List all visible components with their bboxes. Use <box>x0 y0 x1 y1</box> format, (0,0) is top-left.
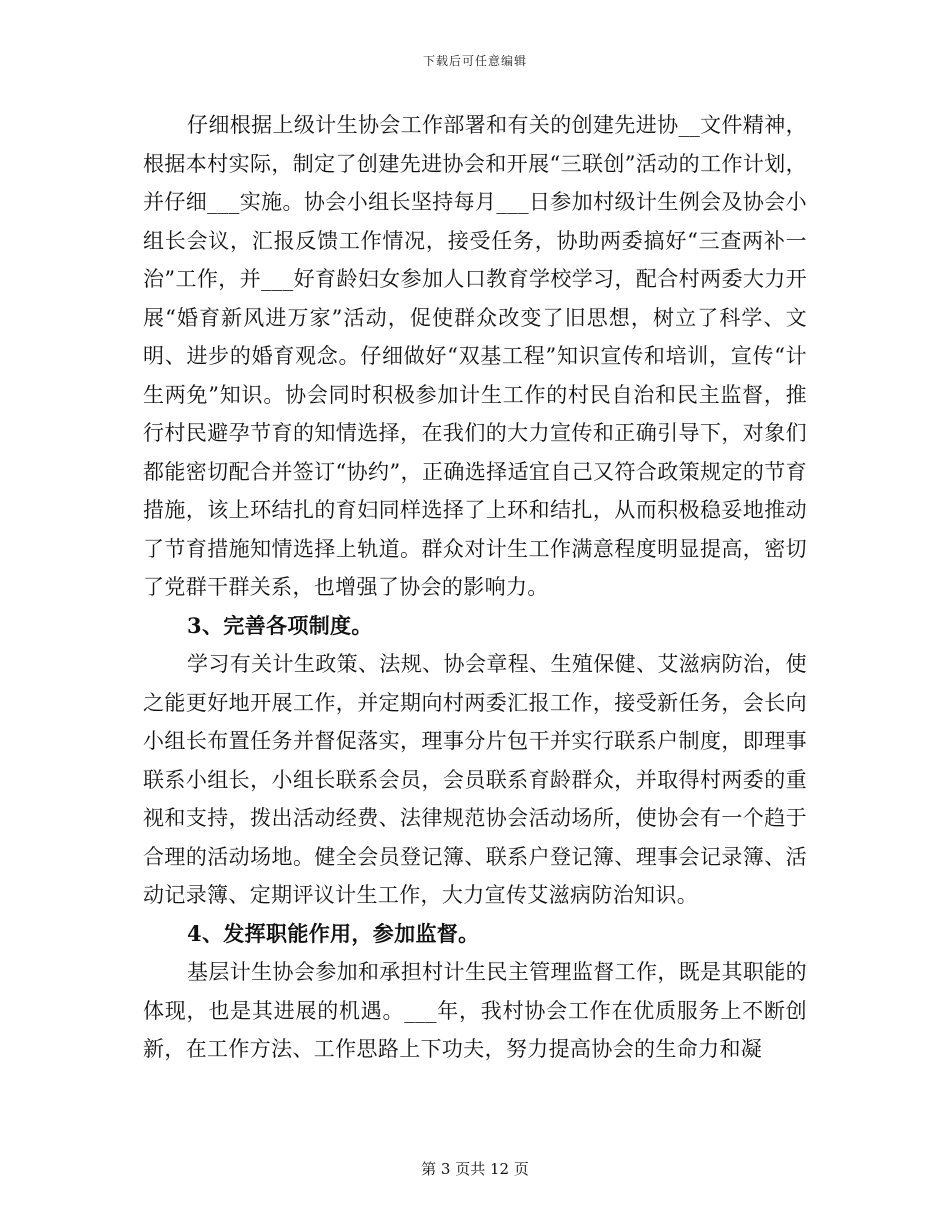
document-body <box>143 106 807 1069</box>
section-heading-4: 4、发挥职能作用，参加监督。 <box>187 920 480 946</box>
section-heading-3: 3、完善各项制度。 <box>187 612 373 638</box>
page-header: 下载后可任意编辑 <box>422 54 527 68</box>
page-footer: 第 3 页共 12 页 <box>421 1160 529 1178</box>
paragraph-system-improvement: 学习有关计生政策、法规、协会章程、生殖保健、艾滋病防治，使之能更好地开展工作，并定期向村两委汇报工作，接受新任务，会长向小组长布置任务并督促落实，理事分片包干并实行联系户制度，即理事联系小组长，小组长联系会员，会员联系育龄群众，并取得村两委的重视和支持，拨出活动经费、法律规范协会活动场所，使协会有一个趋于合理的活动场地。健全会员登记簿、联系户登记簿、理事会记录簿、活动记录簿、定期评议计生工作，大力宣传艾滋病防治知识。 <box>143 652 807 907</box>
paragraph-association-work: 仔细根据上级计生协会工作部署和有关的创建先进协__文件精神，根据本村实际，制定了创建先进协会和开展“三联创”活动的工作计划，并仔细___实施。协会小组长坚持每月___日参加村级计生例会及协会小组长会议，汇报反馈工作情况，接受任务，协助两委搞好“三查两补一治”工作，并___好育龄妇女参加人口教育学校学习，配合村两委大力开展“婚育新风进万家”活动，促使群众改变了旧思想，树立了科学、文明、进步的婚育观念。仔细做好“双基工程”知识宣传和培训，宣传“计生两免”知识。协会同时积极参加计生工作的村民自治和民主监督，推行村民避孕节育的知情选择，在我们的大力宣传和正确引导下，对象们都能密切配合并签订“协约”，正确选择适宜自己又符合政策规定的节育措施，该上环结扎的育妇同样选择了上环和结扎，从而积极稳妥地推动了节育措施知情选择上轨道。群众对计生工作满意程度明显提高，密切了党群干群关系，也增强了协会的影响力。 <box>143 113 807 599</box>
paragraph-supervision: 基层计生协会参加和承担村计生民主管理监督工作，既是其职能的体现，也是其进展的机遇。___年，我村协会工作在优质服务上不断创新，在工作方法、工作思路上下功夫，努力提高协会的生命力和凝 <box>143 960 807 1061</box>
